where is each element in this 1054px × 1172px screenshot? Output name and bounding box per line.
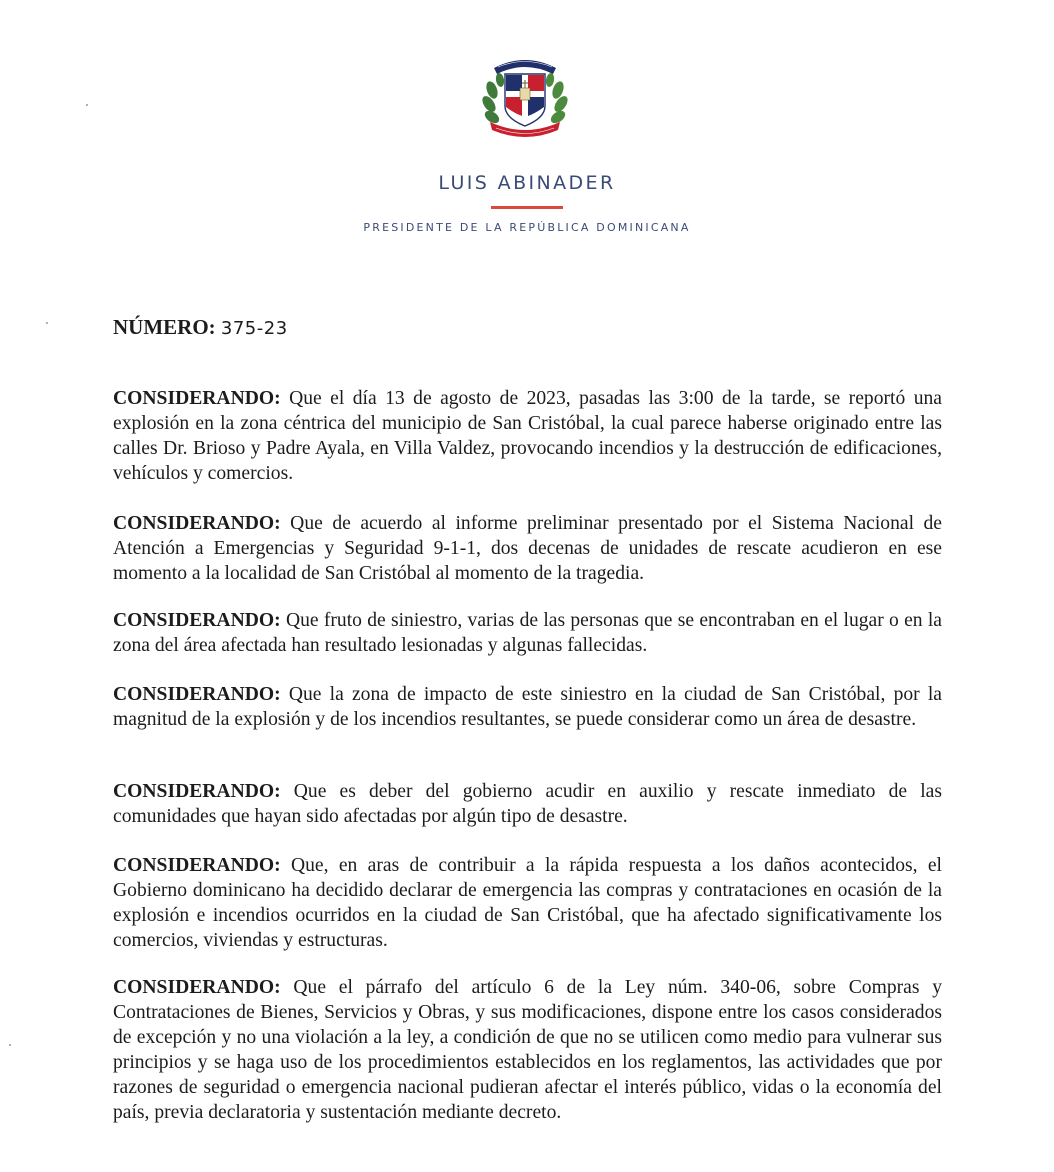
paragraph-text: Que de acuerdo al informe preliminar presentado por el Sistema Nacional de Atención a Emergencias y Seguridad 9-1-1, dos decenas de unidades de rescate acudieron en ese momento a la localidad de San Cristóbal al momento de la tragedia. [113,513,943,584]
paragraph-text: Que la zona de impacto de este siniestro en la ciudad de San Cristóbal, por la magnitud de la explosión y de los incendios resultantes, se puede considerar como un área de desastre. [113,684,943,730]
paragraph-considerando-6 [113,853,942,953]
paragraph-label: CONSIDERANDO: [113,781,281,802]
decree-number-label: NÚMERO: [113,315,216,339]
scan-speck [86,104,88,106]
letterhead-title: PRESIDENTE DE LA REPÚBLICA DOMINICANA [363,221,691,234]
paragraph-label: CONSIDERANDO: [113,684,281,705]
scan-speck [9,1044,11,1046]
paragraph-text: Que es deber del gobierno acudir en auxilio y rescate inmediato de las comunidades que hayan sido afectadas por algún tipo de desastre. [113,781,942,827]
paragraph-text: Que el día 13 de agosto de 2023, pasadas las 3:00 de la tarde, se reportó una explosión en la zona céntrica del municipio de San Cristóbal, la cual parece haberse originado entre las calles Dr. Brioso y Padre Ayala, en Villa Valdez, provocando incendios y la destrucción de edificaciones, vehículos y comercios. [113,388,942,484]
paragraph-label: CONSIDERANDO: [113,513,281,534]
letterhead-name: LUIS ABINADER [438,172,616,194]
paragraph-considerando-7 [113,975,942,1125]
paragraph-considerando-3 [113,608,942,658]
paragraph-label: CONSIDERANDO: [113,388,281,409]
paragraph-considerando-2 [113,511,942,586]
paragraph-label: CONSIDERANDO: [113,977,281,998]
decree-number-value: 375-23 [220,318,288,339]
letterhead-rule [491,206,563,209]
paragraph-considerando-1 [113,386,942,486]
paragraph-label: CONSIDERANDO: [113,855,281,876]
scan-speck [46,322,48,324]
decree-number [113,314,288,342]
coat-of-arms-icon [478,50,572,142]
paragraph-label: CONSIDERANDO: [113,610,281,631]
paragraph-considerando-4 [113,682,942,732]
paragraph-considerando-5 [113,779,942,829]
paragraph-text: Que, en aras de contribuir a la rápida respuesta a los daños acontecidos, el Gobierno dominicano ha decidido declarar de emergencia las compras y contrataciones en ocasión de la explosión e incendios ocurridos en la ciudad de San Cristóbal, que ha afectado significativamente los comercios, viviendas y estructuras. [113,855,942,951]
paragraph-text: Que fruto de siniestro, varias de las personas que se encontraban en el lugar o en la zona del área afectada han resultado lesionadas y algunas fallecidas. [113,610,943,656]
paragraph-text: Que el párrafo del artículo 6 de la Ley núm. 340-06, sobre Compras y Contrataciones de Bienes, Servicios y Obras, y sus modificaciones, dispone entre los casos considerados de excepción y no una violación a la ley, a condición de que no se utilicen como medio para vulnerar sus principios y se haga uso de los procedimientos establecidos en los reglamentos, las actividades que por razones de seguridad o emergencia nacional pudieran afectar el interés público, vidas o la economía del país, previa declaratoria y sustentación mediante decreto. [113,977,942,1123]
